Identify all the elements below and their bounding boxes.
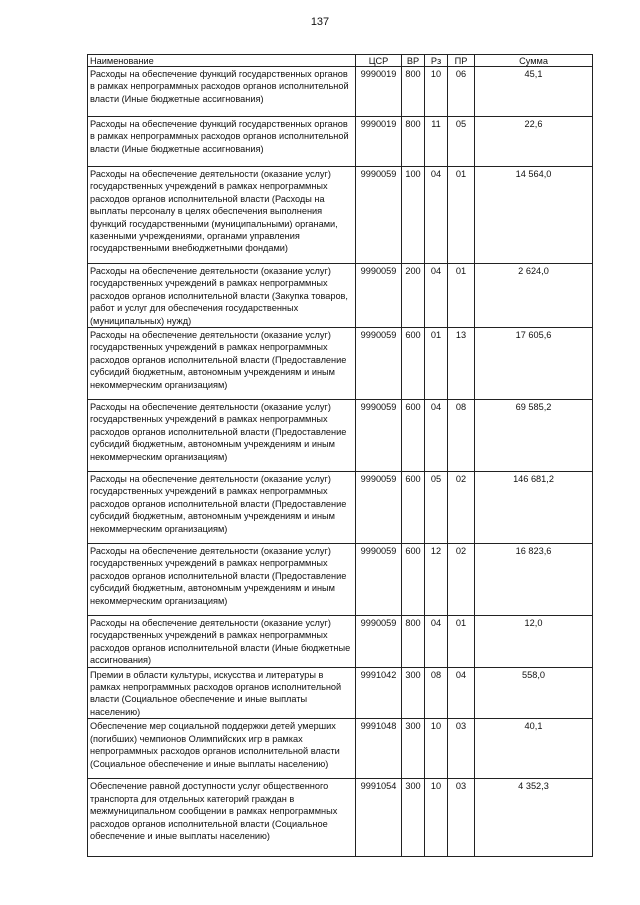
- table-row: [88, 667, 593, 719]
- row-rz: 10: [425, 719, 448, 779]
- row-rz: 01: [425, 328, 448, 400]
- row-name: Обеспечение равной доступности услуг общественного транспорта для отдельных категорий граждан в межмуниципальном сообщении в рамках непрограммных расходов органов исполнительной власти (Социальное обеспечение и иные выплаты населению): [88, 779, 356, 857]
- row-name: Расходы на обеспечение деятельности (оказание услуг) государственных учреждений в рамках непрограммных расходов органов исполнительной власти (Предоставление субсидий бюджетным, автономным учреждениям и иным некоммерческим организациям): [88, 400, 356, 472]
- table-row: [88, 719, 593, 779]
- row-pr: 02: [448, 544, 475, 616]
- row-vr: 600: [402, 400, 425, 472]
- row-rz: 05: [425, 472, 448, 544]
- row-vr: 600: [402, 328, 425, 400]
- row-sum: 12,0: [475, 616, 593, 668]
- row-pr: 01: [448, 264, 475, 328]
- row-csr: 9990059: [356, 400, 402, 472]
- row-sum: 17 605,6: [475, 328, 593, 400]
- row-vr: 300: [402, 667, 425, 719]
- page-number: 137: [310, 16, 330, 28]
- row-name: Расходы на обеспечение функций государственных органов в рамках непрограммных расходов органов исполнительной власти (Иные бюджетные ассигнования): [88, 67, 356, 117]
- row-sum: 69 585,2: [475, 400, 593, 472]
- row-csr: 9990059: [356, 544, 402, 616]
- row-rz: 10: [425, 779, 448, 857]
- row-csr: 9990059: [356, 264, 402, 328]
- row-vr: 100: [402, 167, 425, 264]
- row-rz: 12: [425, 544, 448, 616]
- row-sum: 16 823,6: [475, 544, 593, 616]
- row-rz: 10: [425, 67, 448, 117]
- row-vr: 300: [402, 779, 425, 857]
- row-pr: 08: [448, 400, 475, 472]
- row-rz: 08: [425, 667, 448, 719]
- row-csr: 9990059: [356, 328, 402, 400]
- row-pr: 06: [448, 67, 475, 117]
- table-row: [88, 616, 593, 668]
- row-pr: 13: [448, 328, 475, 400]
- row-pr: 04: [448, 667, 475, 719]
- row-sum: 40,1: [475, 719, 593, 779]
- row-csr: 9991054: [356, 779, 402, 857]
- row-pr: 05: [448, 117, 475, 167]
- row-sum: 45,1: [475, 67, 593, 117]
- row-csr: 9990019: [356, 67, 402, 117]
- row-pr: 03: [448, 719, 475, 779]
- row-sum: 14 564,0: [475, 167, 593, 264]
- row-csr: 9990019: [356, 117, 402, 167]
- row-sum: 146 681,2: [475, 472, 593, 544]
- header-sum: Сумма: [475, 55, 593, 67]
- row-name: Расходы на обеспечение деятельности (оказание услуг) государственных учреждений в рамках непрограммных расходов органов исполнительной власти (Закупка товаров, работ и услуг для обеспечения государственных (муниципальных) нужд): [88, 264, 356, 328]
- row-rz: 04: [425, 400, 448, 472]
- row-rz: 11: [425, 117, 448, 167]
- row-sum: 4 352,3: [475, 779, 593, 857]
- header-name: Наименование: [88, 55, 356, 67]
- row-name: Расходы на обеспечение деятельности (оказание услуг) государственных учреждений в рамках непрограммных расходов органов исполнительной власти (Расходы на выплаты персоналу в целях обеспечения выполнения функций государственными (муниципальными) органами, казенными учреждениями, органами управления государственными внебюджетными фондами): [88, 167, 356, 264]
- row-pr: 02: [448, 472, 475, 544]
- budget-table: [87, 54, 593, 857]
- row-csr: 9990059: [356, 616, 402, 668]
- header-rz: Рз: [425, 55, 448, 67]
- row-csr: 9990059: [356, 167, 402, 264]
- row-vr: 600: [402, 544, 425, 616]
- row-rz: 04: [425, 264, 448, 328]
- row-pr: 03: [448, 779, 475, 857]
- row-vr: 600: [402, 472, 425, 544]
- table-row: [88, 67, 593, 117]
- row-name: Премии в области культуры, искусства и литературы в рамках непрограммных расходов органов исполнительной власти (Социальное обеспечение и иные выплаты населению): [88, 667, 356, 719]
- table-row: [88, 328, 593, 400]
- header-vr: ВР: [402, 55, 425, 67]
- row-vr: 300: [402, 719, 425, 779]
- row-name: Расходы на обеспечение деятельности (оказание услуг) государственных учреждений в рамках непрограммных расходов органов исполнительной власти (Предоставление субсидий бюджетным, автономным учреждениям и иным некоммерческим организациям): [88, 472, 356, 544]
- row-sum: 558,0: [475, 667, 593, 719]
- row-csr: 9991048: [356, 719, 402, 779]
- row-vr: 800: [402, 67, 425, 117]
- table-row: [88, 400, 593, 472]
- header-csr: ЦСР: [356, 55, 402, 67]
- table-row: [88, 264, 593, 328]
- header-pr: ПР: [448, 55, 475, 67]
- row-name: Обеспечение мер социальной поддержки детей умерших (погибших) чемпионов Олимпийских игр в рамках непрограммных расходов органов исполнительной власти (Социальное обеспечение и иные выплаты населению): [88, 719, 356, 779]
- table-row: [88, 167, 593, 264]
- row-sum: 2 624,0: [475, 264, 593, 328]
- row-pr: 01: [448, 616, 475, 668]
- row-name: Расходы на обеспечение деятельности (оказание услуг) государственных учреждений в рамках непрограммных расходов органов исполнительной власти (Предоставление субсидий бюджетным, автономным учреждениям и иным некоммерческим организациям): [88, 328, 356, 400]
- table-row: [88, 544, 593, 616]
- row-name: Расходы на обеспечение функций государственных органов в рамках непрограммных расходов органов исполнительной власти (Иные бюджетные ассигнования): [88, 117, 356, 167]
- table-row: [88, 779, 593, 857]
- row-rz: 04: [425, 167, 448, 264]
- row-csr: 9991042: [356, 667, 402, 719]
- row-sum: 22,6: [475, 117, 593, 167]
- row-vr: 200: [402, 264, 425, 328]
- row-vr: 800: [402, 117, 425, 167]
- row-csr: 9990059: [356, 472, 402, 544]
- row-name: Расходы на обеспечение деятельности (оказание услуг) государственных учреждений в рамках непрограммных расходов органов исполнительной власти (Иные бюджетные ассигнования): [88, 616, 356, 668]
- row-vr: 800: [402, 616, 425, 668]
- table-row: [88, 472, 593, 544]
- row-name: Расходы на обеспечение деятельности (оказание услуг) государственных учреждений в рамках непрограммных расходов органов исполнительной власти (Предоставление субсидий бюджетным, автономным учреждениям и иным некоммерческим организациям): [88, 544, 356, 616]
- table-row: [88, 117, 593, 167]
- row-pr: 01: [448, 167, 475, 264]
- table-header-row: [88, 55, 593, 67]
- row-rz: 04: [425, 616, 448, 668]
